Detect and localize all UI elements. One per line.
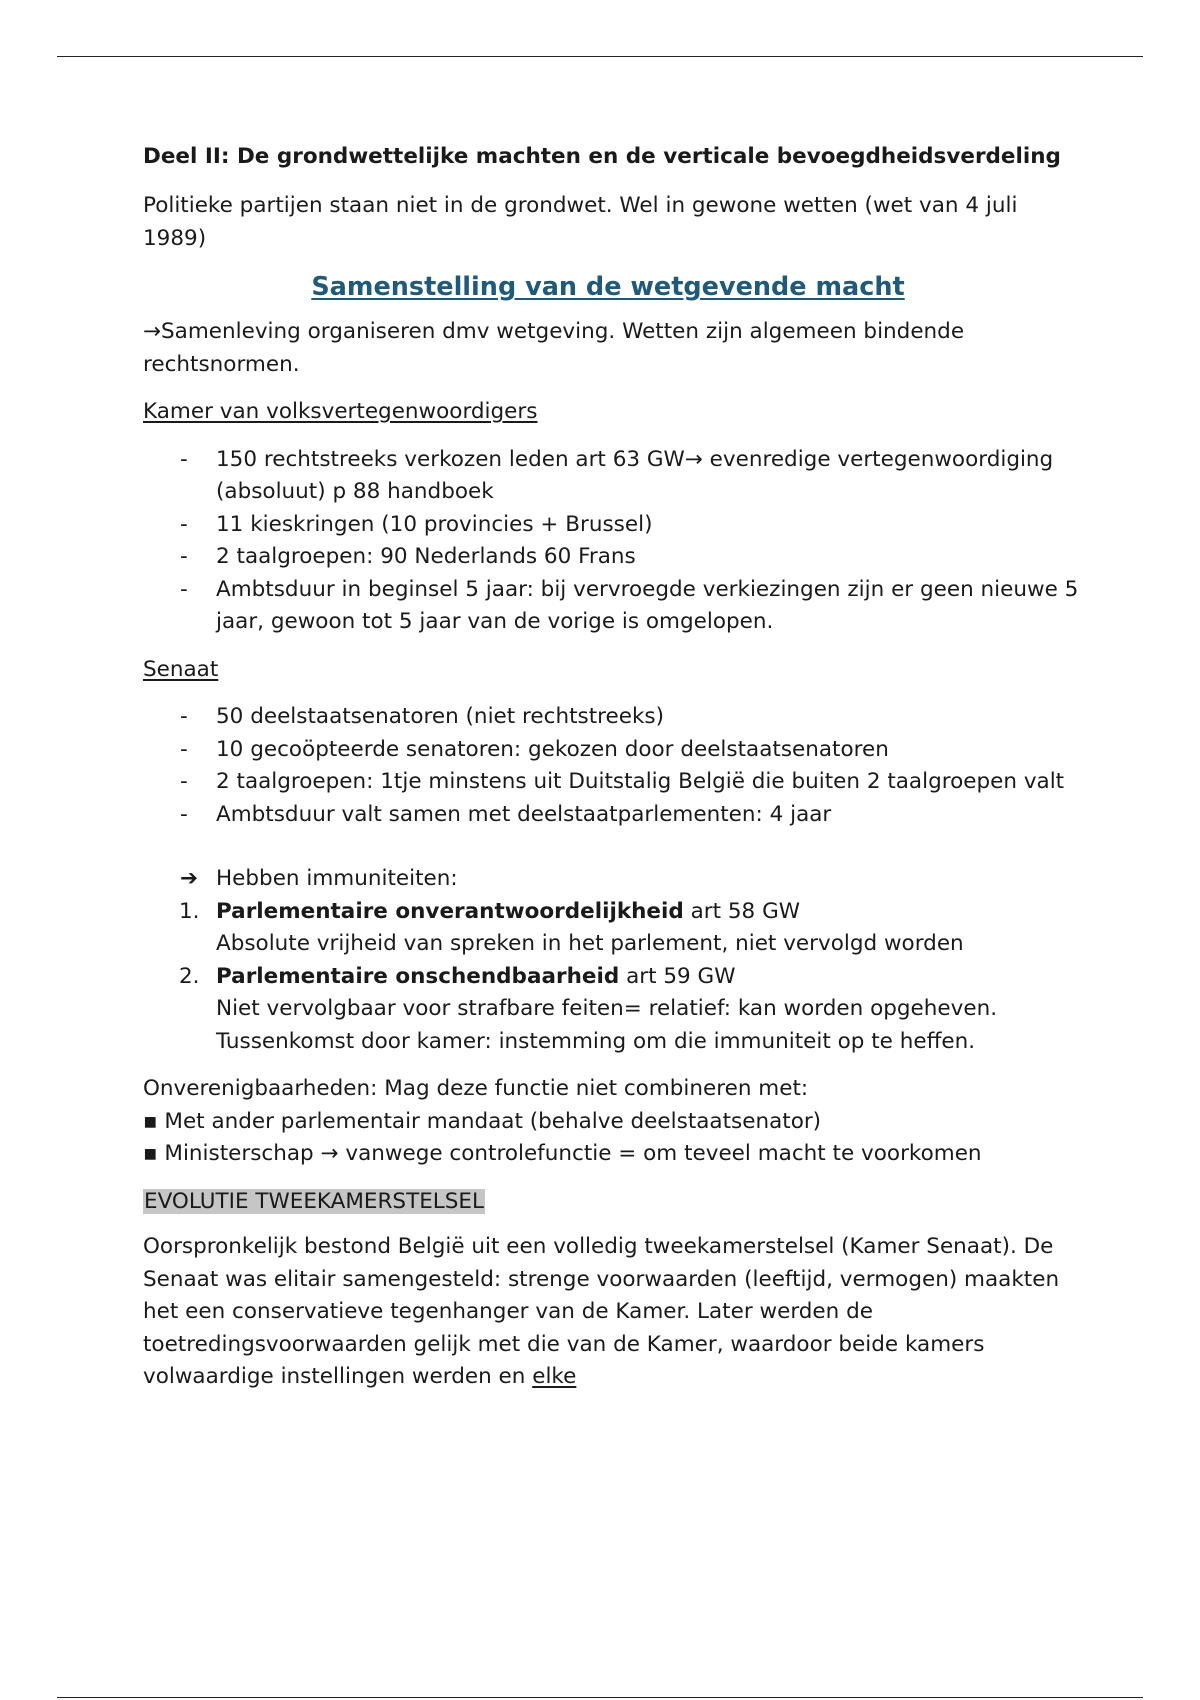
list-item: - 150 rechtstreeks verkozen leden art 63 GW→ evenredige vertegenwoordiging (absoluut) p 88 handboek xyxy=(143,444,1083,509)
dash-bullet: - xyxy=(180,446,188,472)
dash-bullet: - xyxy=(180,544,188,569)
list-item xyxy=(143,896,1083,961)
dash-bullet: - xyxy=(180,769,188,794)
underlined-tail: elke xyxy=(532,1364,577,1389)
dash-bullet: - xyxy=(180,511,188,537)
dash-bullet: - xyxy=(180,801,188,827)
evolution-paragraph: Oorspronkelijk bestond België uit een volledig tweekamerstelsel (Kamer Senaat). De Senaat was elitair samengesteld: strenge voorwaarden (leeftijd, vermogen) maakten het een conservatieve tegenhanger van de Kamer. Later werden de toetredingsvoorwaarden gelijk met die van de Kamer, waardoor beide kamers volwaardige instellingen werden en elke xyxy=(143,1234,1060,1389)
immunity-list xyxy=(143,896,1083,1059)
item-reference: art 58 GW xyxy=(683,898,800,924)
list-item xyxy=(143,961,1083,1059)
item-term: Parlementaire onschendbaarheid xyxy=(216,963,620,989)
list-item: - 50 deelstaatsenatoren (niet rechtstreeks) xyxy=(143,701,1083,734)
list-item: - 2 taalgroepen: 1tje minstens uit Duitstalig België die buiten 2 taalgroepen valt xyxy=(143,766,1083,799)
list-item: - 2 taalgroepen: 90 Nederlands 60 Frans xyxy=(143,541,1083,574)
senaat-subheading: Senaat xyxy=(143,656,219,682)
item-description: Absolute vrijheid van spreken in het parlement, niet vervolgd worden xyxy=(216,931,964,956)
item-description: Niet vervolgbaar voor strafbare feiten= relatief: kan worden opgeheven. Tussenkomst door kamer: instemming om die immuniteit op te heffen. xyxy=(216,996,998,1054)
document-page xyxy=(143,141,1083,1394)
intro-paragraph: Politieke partijen staan niet in de grondwet. Wel in gewone wetten (wet van 4 juli 1989) xyxy=(143,193,1018,251)
list-item: - 11 kieskringen (10 provincies + Brussel) xyxy=(143,509,1083,542)
incompat-lead: Onverenigbaarheden: Mag deze functie niet combineren met: xyxy=(143,1076,809,1101)
section-heading: Samenstelling van de wetgevende macht xyxy=(311,272,905,302)
list-item: - Ambtsduur valt samen met deelstaatparlementen: 4 jaar xyxy=(143,799,1083,832)
incompat-item: ▪ Ministerschap → vanwege controlefunctie = om teveel macht te voorkomen xyxy=(143,1141,982,1166)
dash-bullet: - xyxy=(180,576,188,602)
highlighted-label: EVOLUTIE TWEEKAMERSTELSEL xyxy=(144,1188,484,1214)
item-number: 2. xyxy=(179,963,200,989)
evolution-heading xyxy=(143,1186,1083,1219)
item-term: Parlementaire onverantwoordelijkheid xyxy=(216,898,684,924)
incompatibilities xyxy=(143,1073,1083,1171)
header-rule xyxy=(57,56,1143,57)
incompat-item: ▪ Met ander parlementair mandaat (behalve deelstaatsenator) xyxy=(143,1108,822,1134)
item-reference: art 59 GW xyxy=(619,963,736,989)
arrow-bullet-icon: ➔ xyxy=(180,866,199,891)
immunity-lead: ➔ Hebben immuniteiten: xyxy=(143,863,1083,896)
document-title: Deel II: De grondwettelijke machten en de verticale bevoegdheidsverdeling xyxy=(143,144,1061,169)
senaat-list xyxy=(143,701,1083,831)
item-number: 1. xyxy=(179,898,200,924)
kamer-subheading: Kamer van volksvertegenwoordigers xyxy=(143,399,538,424)
footer-rule xyxy=(57,1697,1143,1698)
list-item: - 10 gecoöpteerde senatoren: gekozen door deelstaatsenatoren xyxy=(143,734,1083,767)
dash-bullet: - xyxy=(180,736,188,762)
lead-paragraph: →Samenleving organiseren dmv wetgeving. Wetten zijn algemeen bindende rechtsnormen. xyxy=(143,319,965,377)
dash-bullet: - xyxy=(180,704,188,729)
list-item: - Ambtsduur in beginsel 5 jaar: bij vervroegde verkiezingen zijn er geen nieuwe 5 jaar, gewoon tot 5 jaar van de vorige is omgelopen. xyxy=(143,574,1083,639)
kamer-list xyxy=(143,444,1083,639)
